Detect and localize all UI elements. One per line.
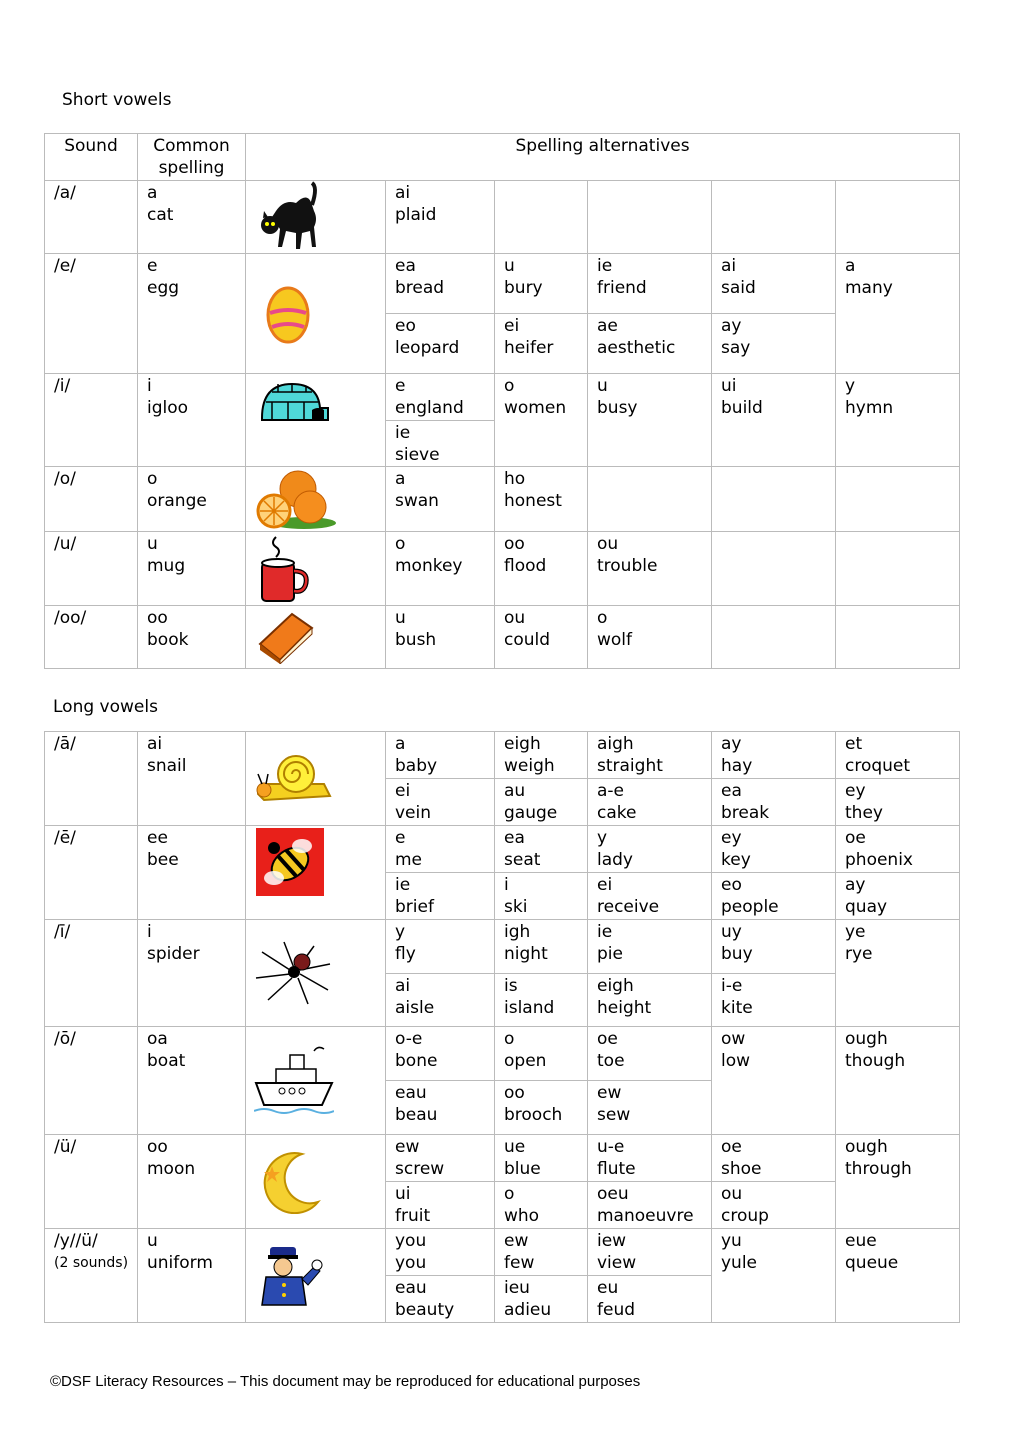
alt-cell: ye rye [836, 920, 960, 1027]
table-row [45, 920, 960, 974]
alt-cell: u bush [386, 606, 495, 669]
alt-cell: a-e cake [588, 779, 712, 826]
alt-cell: et croquet [836, 732, 960, 779]
alt-cell: eo leopard [386, 314, 495, 374]
short-vowels-heading: Short vowels [62, 90, 172, 110]
alt-cell: i ski [495, 873, 588, 920]
table-row [45, 374, 960, 421]
sound-cell: /y//ü/ (2 sounds) [45, 1229, 138, 1323]
alt-cell: e england [386, 374, 495, 421]
sound-cell: /a/ [45, 181, 138, 254]
footer-copyright: ©DSF Literacy Resources – This document may be reproduced for educational purposes [50, 1373, 641, 1390]
alt-cell: oe toe [588, 1027, 712, 1081]
alt-cell: ho honest [495, 467, 588, 532]
long-vowels-table [44, 731, 960, 1323]
alt-cell: ou could [495, 606, 588, 669]
alt-cell: iew view [588, 1229, 712, 1276]
alt-cell: ou trouble [588, 532, 712, 606]
table-row [45, 826, 960, 873]
alt-cell: y hymn [836, 374, 960, 467]
alt-cell: a many [836, 254, 960, 374]
alt-cell: o monkey [386, 532, 495, 606]
alt-cell: eau beau [386, 1081, 495, 1135]
igloo-picture [246, 374, 386, 467]
alt-cell: ew few [495, 1229, 588, 1276]
alt-cell [712, 606, 836, 669]
common-spelling-cell: oa boat [138, 1027, 246, 1135]
alt-cell: ey key [712, 826, 836, 873]
alt-cell: y lady [588, 826, 712, 873]
table-row [45, 1229, 960, 1276]
short-vowels-table [44, 133, 960, 669]
header-common-spelling: Common spelling [138, 134, 246, 181]
alt-cell: eue queue [836, 1229, 960, 1323]
header-sound: Sound [45, 134, 138, 181]
alt-cell: ea break [712, 779, 836, 826]
alt-cell: o wolf [588, 606, 712, 669]
alt-cell: ie brief [386, 873, 495, 920]
table-row [45, 1135, 960, 1182]
alt-cell: ew sew [588, 1081, 712, 1135]
common-spelling-cell: a cat [138, 181, 246, 254]
alt-cell [712, 181, 836, 254]
alt-cell: ay quay [836, 873, 960, 920]
alt-cell: ei heifer [495, 314, 588, 374]
common-spelling-cell: i spider [138, 920, 246, 1027]
alt-cell: ui build [712, 374, 836, 467]
sound-cell: /oo/ [45, 606, 138, 669]
common-spelling-cell: u mug [138, 532, 246, 606]
table-row [45, 254, 960, 314]
alt-cell: eo people [712, 873, 836, 920]
sound-cell: /ü/ [45, 1135, 138, 1229]
book-picture [246, 606, 386, 669]
table-row [45, 181, 960, 254]
alt-cell: you you [386, 1229, 495, 1276]
alt-cell [836, 606, 960, 669]
sound-cell: /e/ [45, 254, 138, 374]
policeman-picture [246, 1229, 386, 1323]
alt-cell: uy buy [712, 920, 836, 974]
alt-cell: ie sieve [386, 421, 495, 467]
alt-cell: ue blue [495, 1135, 588, 1182]
alt-cell: ie pie [588, 920, 712, 974]
alt-cell: ei receive [588, 873, 712, 920]
alt-cell: o open [495, 1027, 588, 1081]
alt-cell: u bury [495, 254, 588, 314]
table-row [45, 606, 960, 669]
alt-cell: ei vein [386, 779, 495, 826]
alt-cell: o-e bone [386, 1027, 495, 1081]
alt-cell: igh night [495, 920, 588, 974]
alt-cell: ie friend [588, 254, 712, 314]
egg-picture [246, 254, 386, 374]
long-vowels-heading: Long vowels [53, 697, 158, 717]
alt-cell: ay hay [712, 732, 836, 779]
sound-cell: /ā/ [45, 732, 138, 826]
sound-cell: /ō/ [45, 1027, 138, 1135]
alt-cell [712, 532, 836, 606]
alt-cell [495, 181, 588, 254]
orange-picture [246, 467, 386, 532]
alt-cell [588, 467, 712, 532]
boat-picture [246, 1027, 386, 1135]
alt-cell: oe shoe [712, 1135, 836, 1182]
alt-cell: e me [386, 826, 495, 873]
snail-picture [246, 732, 386, 826]
alt-cell: yu yule [712, 1229, 836, 1323]
alt-cell: eau beauty [386, 1276, 495, 1323]
alt-cell: ea bread [386, 254, 495, 314]
table-row [45, 1027, 960, 1081]
alt-cell [836, 181, 960, 254]
common-spelling-cell: oo moon [138, 1135, 246, 1229]
alt-cell: ey they [836, 779, 960, 826]
alt-cell: ough through [836, 1135, 960, 1229]
alt-cell: ae aesthetic [588, 314, 712, 374]
alt-cell: i-e kite [712, 974, 836, 1027]
alt-cell: ou croup [712, 1182, 836, 1229]
alt-cell: ai plaid [386, 181, 495, 254]
table-row [45, 732, 960, 779]
common-spelling-cell: i igloo [138, 374, 246, 467]
alt-cell: ea seat [495, 826, 588, 873]
alt-cell: ew screw [386, 1135, 495, 1182]
alt-cell [588, 181, 712, 254]
sound-cell: /ī/ [45, 920, 138, 1027]
alt-cell: oeu manoeuvre [588, 1182, 712, 1229]
common-spelling-cell: u uniform [138, 1229, 246, 1323]
spider-picture [246, 920, 386, 1027]
alt-cell: ieu adieu [495, 1276, 588, 1323]
alt-cell: o women [495, 374, 588, 467]
common-spelling-cell: o orange [138, 467, 246, 532]
alt-cell [836, 532, 960, 606]
alt-cell: au gauge [495, 779, 588, 826]
alt-cell: o who [495, 1182, 588, 1229]
alt-cell: eu feud [588, 1276, 712, 1323]
alt-cell: oo brooch [495, 1081, 588, 1135]
alt-cell [836, 467, 960, 532]
alt-cell: ow low [712, 1027, 836, 1135]
alt-cell: ui fruit [386, 1182, 495, 1229]
moon-picture [246, 1135, 386, 1229]
sound-note: (2 sounds) [54, 1255, 129, 1271]
alt-cell: ai aisle [386, 974, 495, 1027]
alt-cell: u-e flute [588, 1135, 712, 1182]
alt-cell: eigh weigh [495, 732, 588, 779]
table-row [45, 532, 960, 606]
alt-cell: a swan [386, 467, 495, 532]
alt-cell: aigh straight [588, 732, 712, 779]
alt-cell: oe phoenix [836, 826, 960, 873]
mug-picture [246, 532, 386, 606]
common-spelling-cell: oo book [138, 606, 246, 669]
header-spelling-alternatives: Spelling alternatives [246, 134, 960, 181]
common-spelling-cell: e egg [138, 254, 246, 374]
sound-cell: /o/ [45, 467, 138, 532]
alt-cell: y fly [386, 920, 495, 974]
sound-cell: /ē/ [45, 826, 138, 920]
alt-cell: a baby [386, 732, 495, 779]
common-spelling-cell: ee bee [138, 826, 246, 920]
sound-cell: /u/ [45, 532, 138, 606]
alt-cell: oo flood [495, 532, 588, 606]
table-row [45, 467, 960, 532]
sound-cell: /i/ [45, 374, 138, 467]
alt-cell: eigh height [588, 974, 712, 1027]
alt-cell: is island [495, 974, 588, 1027]
bee-picture [246, 826, 386, 920]
alt-cell: ough though [836, 1027, 960, 1135]
common-spelling-cell: ai snail [138, 732, 246, 826]
alt-cell: ai said [712, 254, 836, 314]
alt-cell: u busy [588, 374, 712, 467]
alt-cell [712, 467, 836, 532]
alt-cell: ay say [712, 314, 836, 374]
cat-picture [246, 181, 386, 254]
